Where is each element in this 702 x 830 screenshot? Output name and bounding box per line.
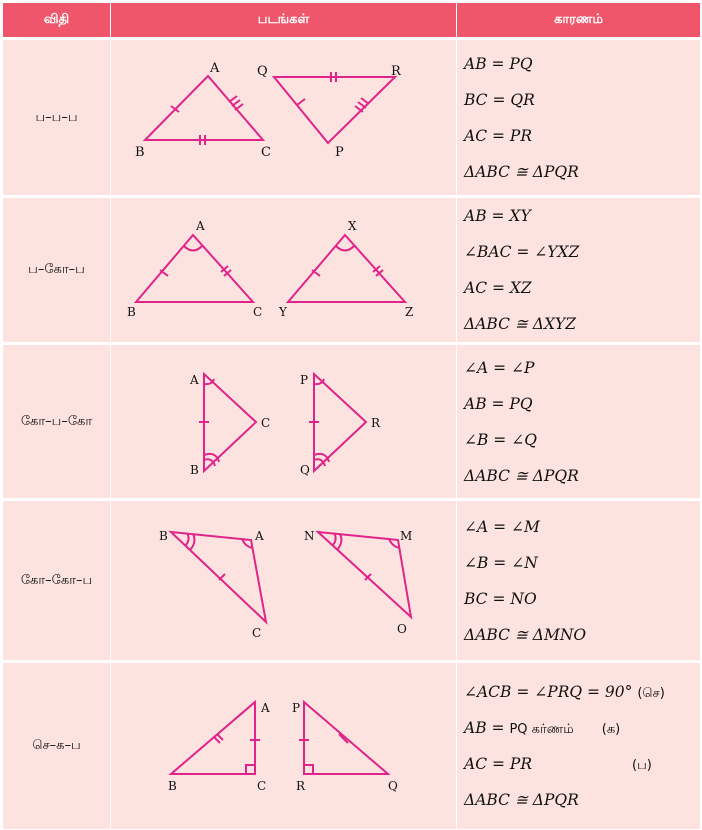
vertex-label: R <box>391 63 401 79</box>
reason-line: ∠BAC = ∠YXZ <box>464 243 580 261</box>
rhs-triangles-figure <box>111 667 457 825</box>
reason-cell <box>457 344 701 500</box>
vertex-label: Z <box>405 305 414 319</box>
reason-line: ∠B = ∠Q <box>464 430 537 449</box>
vertex-label: Q <box>257 63 268 79</box>
header-figures: படங்கள் <box>111 3 457 39</box>
reason-line: ∠A = ∠P <box>464 358 535 377</box>
vertex-label: A <box>210 60 220 76</box>
vertex-label: A <box>196 219 205 233</box>
figure-cell <box>111 344 457 500</box>
vertex-label: O <box>397 621 407 636</box>
reason-tag: (ப) <box>632 758 652 773</box>
aas-triangles-figure <box>111 502 457 660</box>
reason-line <box>464 674 700 710</box>
reason-line <box>464 710 700 746</box>
vertex-label: B <box>127 305 136 319</box>
reason-line: AC = XZ <box>464 279 532 297</box>
vertex-label: N <box>304 528 315 543</box>
figure-cell <box>111 197 457 344</box>
vertex-label: M <box>400 528 413 543</box>
figure-cell <box>111 39 457 197</box>
vertex-label: C <box>261 144 271 160</box>
vertex-label: P <box>300 372 309 387</box>
reason-text: AB = <box>464 719 510 737</box>
vertex-label: Y <box>279 305 287 319</box>
vertex-label: R <box>371 415 381 430</box>
vertex-label: P <box>292 701 301 715</box>
reason-text: PQ கர்ணம் <box>509 722 574 737</box>
table-row-rhs <box>3 662 701 830</box>
header-reason: காரணம் <box>457 3 701 39</box>
vertex-label: A <box>261 701 270 715</box>
vertex-label: C <box>261 415 271 430</box>
vertex-label: Q <box>300 462 310 477</box>
reason-line: AC = PR <box>464 126 532 145</box>
reason-line: BC = QR <box>464 90 535 109</box>
reason-line: ΔABC ≅ ΔMNO <box>464 625 587 644</box>
reason-cell <box>457 197 701 344</box>
vertex-label: B <box>190 462 199 477</box>
vertex-label: B <box>135 144 145 160</box>
congruence-rules-table <box>2 2 701 830</box>
reason-cell <box>457 662 701 830</box>
reason-tag: (செ) <box>637 686 665 701</box>
reason-tag: (க) <box>601 722 621 737</box>
table-row-sss <box>3 39 701 197</box>
vertex-label: C <box>253 305 263 319</box>
rule-cell: ப–ப–ப <box>3 39 111 197</box>
table-row-sas <box>3 197 701 344</box>
vertex-label: Q <box>388 779 398 793</box>
reason-line: ΔABC ≅ ΔPQR <box>464 466 579 485</box>
header-rule: விதி <box>3 3 111 39</box>
reason-line: ΔABC ≅ ΔXYZ <box>464 315 576 333</box>
rule-cell: கோ–ப–கோ <box>3 344 111 500</box>
reason-line <box>464 746 700 782</box>
sss-triangles-figure <box>111 43 457 193</box>
vertex-label: A <box>190 372 199 387</box>
vertex-label: R <box>296 779 306 793</box>
vertex-label: X <box>348 219 357 233</box>
figure-cell <box>111 500 457 662</box>
reason-line: ΔABC ≅ ΔPQR <box>464 162 579 181</box>
vertex-label: A <box>255 528 264 543</box>
reason-line: ∠B = ∠N <box>464 553 538 572</box>
reason-line: AB = XY <box>464 207 531 225</box>
table-header-row <box>3 3 701 39</box>
vertex-label: C <box>252 625 262 640</box>
reason-text: ∠ACB = ∠PRQ = 90° <box>464 683 633 701</box>
figure-cell <box>111 662 457 830</box>
reason-cell <box>457 500 701 662</box>
rule-cell: கோ–கோ–ப <box>3 500 111 662</box>
vertex-label: B <box>159 528 168 543</box>
vertex-label: B <box>168 779 177 793</box>
reason-line: ∠A = ∠M <box>464 517 540 536</box>
table-row-aas <box>3 500 701 662</box>
vertex-label: C <box>257 779 267 793</box>
reason-line: AB = PQ <box>464 394 533 413</box>
vertex-label: P <box>335 144 344 160</box>
reason-line: BC = NO <box>464 589 537 608</box>
reason-line: AB = PQ <box>464 54 533 73</box>
rule-cell: ப–கோ–ப <box>3 197 111 344</box>
asa-triangles-figure <box>111 347 457 497</box>
reason-line: ΔABC ≅ ΔPQR <box>464 791 579 809</box>
rule-cell: செ–க–ப <box>3 662 111 830</box>
table-row-asa <box>3 344 701 500</box>
reason-cell <box>457 39 701 197</box>
sas-triangles-figure <box>111 205 457 335</box>
reason-text: AC = PR <box>464 755 532 773</box>
